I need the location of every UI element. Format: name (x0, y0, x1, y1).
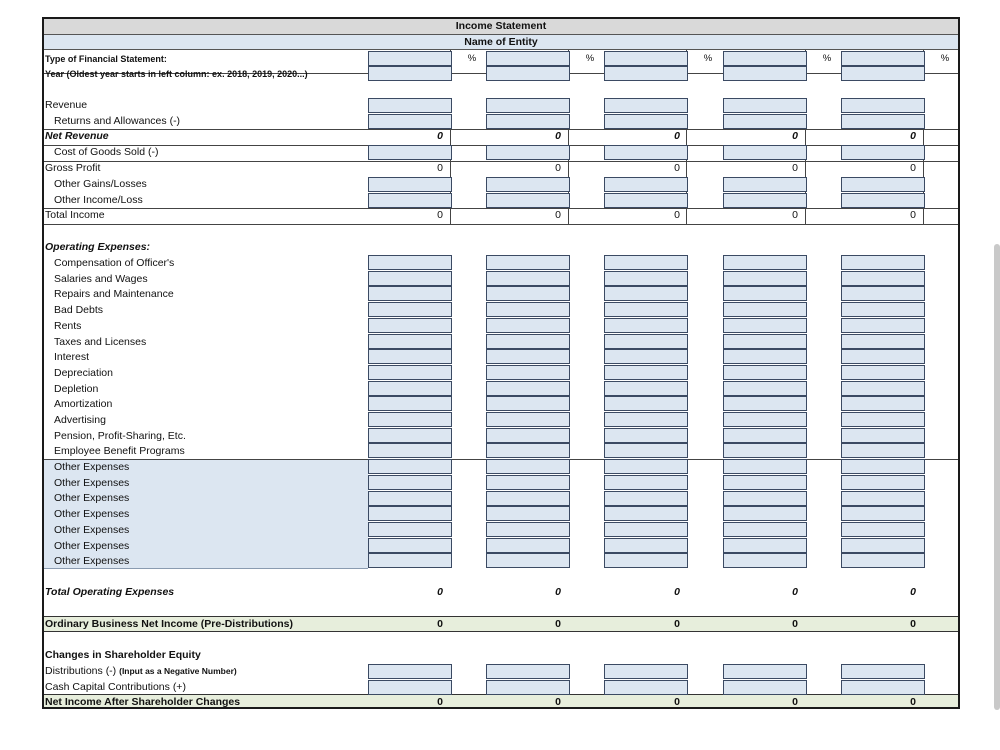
opex-item-label: Bad Debts (54, 304, 104, 317)
input-cell[interactable] (486, 680, 570, 695)
net-after-label: Net Income After Shareholder Changes (45, 696, 241, 708)
opex-item-label: Depletion (54, 382, 99, 395)
net-after-value: 0 (674, 696, 680, 708)
input-cell[interactable] (604, 193, 688, 208)
input-cell[interactable] (604, 255, 688, 270)
input-cell[interactable] (486, 522, 570, 537)
input-cell[interactable] (368, 255, 452, 270)
input-cell[interactable] (841, 334, 925, 349)
ordinary-income-value: 0 (792, 618, 798, 630)
input-cell[interactable] (368, 286, 452, 301)
other-expense-label: Other Expenses (54, 492, 130, 505)
opex-item-label: Repairs and Maintenance (54, 288, 174, 301)
input-cell[interactable] (723, 51, 807, 66)
input-cell[interactable] (723, 334, 807, 349)
year-label: Year (Oldest year starts in left column: ex. 2018, 2019, 2020...) (45, 69, 308, 79)
opex-item-label: Salaries and Wages (54, 272, 148, 285)
input-cell[interactable] (841, 286, 925, 301)
percent-label: % (940, 53, 950, 64)
entity-band (44, 35, 958, 50)
input-cell[interactable] (604, 459, 688, 474)
input-cell[interactable] (486, 255, 570, 270)
input-cell[interactable] (604, 177, 688, 192)
gross-profit-value: 0 (555, 162, 561, 174)
input-cell[interactable] (841, 318, 925, 333)
other-expense-label: Other Expenses (54, 555, 130, 568)
other-expense-label: Other Expenses (54, 508, 130, 521)
input-cell[interactable] (841, 475, 925, 490)
input-cell[interactable] (723, 553, 807, 568)
input-cell[interactable] (368, 553, 452, 568)
gross-profit-value: 0 (437, 162, 443, 174)
input-cell[interactable] (841, 349, 925, 364)
input-cell[interactable] (368, 538, 452, 553)
input-cell[interactable] (841, 302, 925, 317)
ordinary-income-value: 0 (555, 618, 561, 630)
input-cell[interactable] (604, 412, 688, 427)
total-opex-value: 0 (792, 586, 798, 598)
input-cell[interactable] (841, 271, 925, 286)
input-cell[interactable] (486, 664, 570, 679)
input-cell[interactable] (368, 98, 452, 113)
opex-item-label: Advertising (54, 414, 106, 426)
input-cell[interactable] (486, 66, 570, 81)
ordinary-income-value: 0 (910, 618, 916, 630)
input-cell[interactable] (841, 66, 925, 81)
net-revenue-value: 0 (910, 130, 916, 142)
input-cell[interactable] (368, 396, 452, 411)
opex-item-label: Rents (54, 319, 82, 332)
ordinary-income-label: Ordinary Business Net Income (Pre-Distributions) (45, 618, 293, 630)
other-expense-label: Other Expenses (54, 523, 130, 536)
input-cell[interactable] (368, 193, 452, 208)
input-cell[interactable] (368, 334, 452, 349)
total-income-label: Total Income (45, 209, 105, 221)
input-cell[interactable] (604, 286, 688, 301)
percent-label: % (585, 53, 595, 64)
input-cell[interactable] (368, 114, 452, 129)
input-cell[interactable] (486, 302, 570, 317)
input-cell[interactable] (486, 506, 570, 521)
total-opex-value: 0 (674, 586, 680, 598)
input-cell[interactable] (604, 443, 688, 458)
input-cell[interactable] (368, 506, 452, 521)
divider (44, 224, 958, 225)
input-cell[interactable] (841, 114, 925, 129)
gross-profit-value: 0 (792, 162, 798, 174)
input-cell[interactable] (841, 51, 925, 66)
input-cell[interactable] (368, 475, 452, 490)
input-cell[interactable] (841, 145, 925, 160)
input-cell[interactable] (723, 66, 807, 81)
input-cell[interactable] (723, 475, 807, 490)
input-cell[interactable] (486, 318, 570, 333)
input-cell[interactable] (486, 51, 570, 66)
input-cell[interactable] (604, 51, 688, 66)
input-cell[interactable] (604, 428, 688, 443)
net-after-value: 0 (910, 696, 916, 708)
input-cell[interactable] (604, 145, 688, 160)
input-cell[interactable] (841, 680, 925, 695)
divider (44, 161, 958, 162)
gross-profit-value: 0 (674, 162, 680, 174)
net-revenue-value: 0 (792, 130, 798, 142)
income-statement-sheet (42, 17, 960, 709)
input-cell[interactable] (604, 318, 688, 333)
input-cell[interactable] (841, 98, 925, 113)
input-cell[interactable] (723, 428, 807, 443)
input-cell[interactable] (368, 318, 452, 333)
other-gains-label: Other Gains/Losses (54, 178, 147, 190)
input-cell[interactable] (723, 680, 807, 695)
input-cell[interactable] (841, 177, 925, 192)
opex-item-label: Amortization (54, 398, 113, 411)
input-cell[interactable] (486, 114, 570, 129)
input-cell[interactable] (486, 349, 570, 364)
input-cell[interactable] (723, 114, 807, 129)
input-cell[interactable] (486, 459, 570, 474)
input-cell[interactable] (604, 506, 688, 521)
input-cell[interactable] (368, 412, 452, 427)
total-income-value: 0 (437, 209, 443, 221)
input-cell[interactable] (486, 491, 570, 506)
input-cell[interactable] (723, 177, 807, 192)
other-expense-label: Other Expenses (54, 461, 130, 473)
total-income-value: 0 (555, 209, 561, 221)
input-cell[interactable] (604, 538, 688, 553)
net-revenue-label: Net Revenue (45, 130, 109, 142)
distributions-text: Distributions (-) (45, 665, 117, 677)
input-cell[interactable] (368, 66, 452, 81)
returns-label: Returns and Allowances (-) (54, 115, 181, 127)
input-cell[interactable] (723, 459, 807, 474)
opex-heading: Operating Expenses: (45, 241, 151, 253)
input-cell[interactable] (723, 302, 807, 317)
percent-label: % (822, 53, 832, 64)
input-cell[interactable] (604, 553, 688, 568)
input-cell[interactable] (723, 412, 807, 427)
input-cell[interactable] (486, 271, 570, 286)
entity-name: Name of Entity (464, 36, 538, 48)
input-cell[interactable] (841, 491, 925, 506)
input-cell[interactable] (486, 177, 570, 192)
input-cell[interactable] (723, 664, 807, 679)
input-cell[interactable] (723, 396, 807, 411)
input-cell[interactable] (368, 459, 452, 474)
input-cell[interactable] (604, 381, 688, 396)
equity-heading: Changes in Shareholder Equity (45, 649, 201, 661)
input-cell[interactable] (604, 98, 688, 113)
other-expense-label: Other Expenses (54, 476, 130, 489)
distributions-note: (Input as a Negative Number) (119, 666, 237, 676)
input-cell[interactable] (486, 538, 570, 553)
percent-label: % (703, 53, 713, 64)
input-cell[interactable] (604, 302, 688, 317)
input-cell[interactable] (486, 381, 570, 396)
input-cell[interactable] (723, 506, 807, 521)
title-band (44, 19, 958, 35)
net-after-value: 0 (792, 696, 798, 708)
input-cell[interactable] (723, 443, 807, 458)
input-cell[interactable] (604, 365, 688, 380)
input-cell[interactable] (368, 680, 452, 695)
opex-item-label: Pension, Profit-Sharing, Etc. (54, 429, 186, 442)
input-cell[interactable] (368, 381, 452, 396)
input-cell[interactable] (841, 553, 925, 568)
total-opex-value: 0 (437, 586, 443, 598)
total-opex-label: Total Operating Expenses (45, 586, 175, 598)
input-cell[interactable] (368, 522, 452, 537)
gross-profit-value: 0 (910, 162, 916, 174)
distributions-label (45, 664, 237, 679)
input-cell[interactable] (723, 381, 807, 396)
input-cell[interactable] (604, 475, 688, 490)
cogs-label: Cost of Goods Sold (-) (54, 146, 159, 158)
input-cell[interactable] (604, 664, 688, 679)
input-cell[interactable] (841, 522, 925, 537)
input-cell[interactable] (486, 145, 570, 160)
input-cell[interactable] (604, 491, 688, 506)
input-cell[interactable] (368, 271, 452, 286)
input-cell[interactable] (486, 193, 570, 208)
input-cell[interactable] (723, 349, 807, 364)
ordinary-income-value: 0 (437, 618, 443, 630)
input-cell[interactable] (723, 538, 807, 553)
input-cell[interactable] (841, 506, 925, 521)
input-cell[interactable] (841, 396, 925, 411)
input-cell[interactable] (723, 286, 807, 301)
percent-label: % (467, 53, 477, 64)
input-cell[interactable] (723, 255, 807, 270)
input-cell[interactable] (368, 428, 452, 443)
other-expense-label: Other Expenses (54, 539, 130, 552)
divider (44, 208, 958, 209)
net-after-value: 0 (437, 696, 443, 708)
ordinary-income-value: 0 (674, 618, 680, 630)
statement-title: Income Statement (455, 20, 547, 32)
input-cell[interactable] (604, 349, 688, 364)
input-cell[interactable] (604, 271, 688, 286)
input-cell[interactable] (723, 193, 807, 208)
net-after-value: 0 (555, 696, 561, 708)
input-cell[interactable] (841, 255, 925, 270)
input-cell[interactable] (486, 475, 570, 490)
input-cell[interactable] (841, 538, 925, 553)
input-cell[interactable] (368, 302, 452, 317)
net-revenue-value: 0 (674, 130, 680, 142)
input-cell[interactable] (604, 396, 688, 411)
total-income-value: 0 (674, 209, 680, 221)
contributions-label: Cash Capital Contributions (+) (45, 681, 186, 693)
input-cell[interactable] (486, 428, 570, 443)
opex-item-label: Compensation of Officer's (54, 257, 175, 269)
net-revenue-value: 0 (555, 130, 561, 142)
total-income-value: 0 (910, 209, 916, 221)
opex-item-label: Depreciation (54, 366, 113, 379)
divider (44, 129, 958, 130)
input-cell[interactable] (841, 365, 925, 380)
input-cell[interactable] (723, 145, 807, 160)
input-cell[interactable] (841, 381, 925, 396)
input-cell[interactable] (604, 66, 688, 81)
opex-item-label: Taxes and Licenses (54, 335, 147, 348)
input-cell[interactable] (486, 98, 570, 113)
input-cell[interactable] (841, 412, 925, 427)
input-cell[interactable] (368, 349, 452, 364)
vertical-scrollbar[interactable] (994, 244, 1000, 710)
total-income-value: 0 (792, 209, 798, 221)
input-cell[interactable] (368, 443, 452, 458)
input-cell[interactable] (723, 522, 807, 537)
type-label: Type of Financial Statement: (45, 54, 167, 64)
input-cell[interactable] (368, 664, 452, 679)
input-cell[interactable] (723, 365, 807, 380)
input-cell[interactable] (368, 491, 452, 506)
input-cell[interactable] (486, 443, 570, 458)
gross-profit-label: Gross Profit (45, 162, 101, 174)
input-cell[interactable] (841, 664, 925, 679)
input-cell[interactable] (486, 286, 570, 301)
input-cell[interactable] (604, 334, 688, 349)
input-cell[interactable] (486, 365, 570, 380)
input-cell[interactable] (841, 443, 925, 458)
input-cell[interactable] (368, 145, 452, 160)
input-cell[interactable] (486, 412, 570, 427)
input-cell[interactable] (723, 271, 807, 286)
opex-item-label: Interest (54, 351, 90, 364)
input-cell[interactable] (723, 318, 807, 333)
input-cell[interactable] (723, 491, 807, 506)
input-cell[interactable] (368, 51, 452, 66)
net-revenue-value: 0 (437, 130, 443, 142)
total-opex-value: 0 (910, 586, 916, 598)
opex-item-label: Employee Benefit Programs (54, 445, 185, 458)
total-opex-value: 0 (555, 586, 561, 598)
input-cell[interactable] (486, 396, 570, 411)
input-cell[interactable] (604, 522, 688, 537)
input-cell[interactable] (368, 177, 452, 192)
input-cell[interactable] (841, 459, 925, 474)
input-cell[interactable] (604, 680, 688, 695)
input-cell[interactable] (604, 114, 688, 129)
input-cell[interactable] (841, 428, 925, 443)
revenue-label: Revenue (45, 99, 88, 111)
other-income-label: Other Income/Loss (54, 194, 143, 206)
input-cell[interactable] (486, 553, 570, 568)
input-cell[interactable] (723, 98, 807, 113)
input-cell[interactable] (841, 193, 925, 208)
input-cell[interactable] (486, 334, 570, 349)
input-cell[interactable] (368, 365, 452, 380)
